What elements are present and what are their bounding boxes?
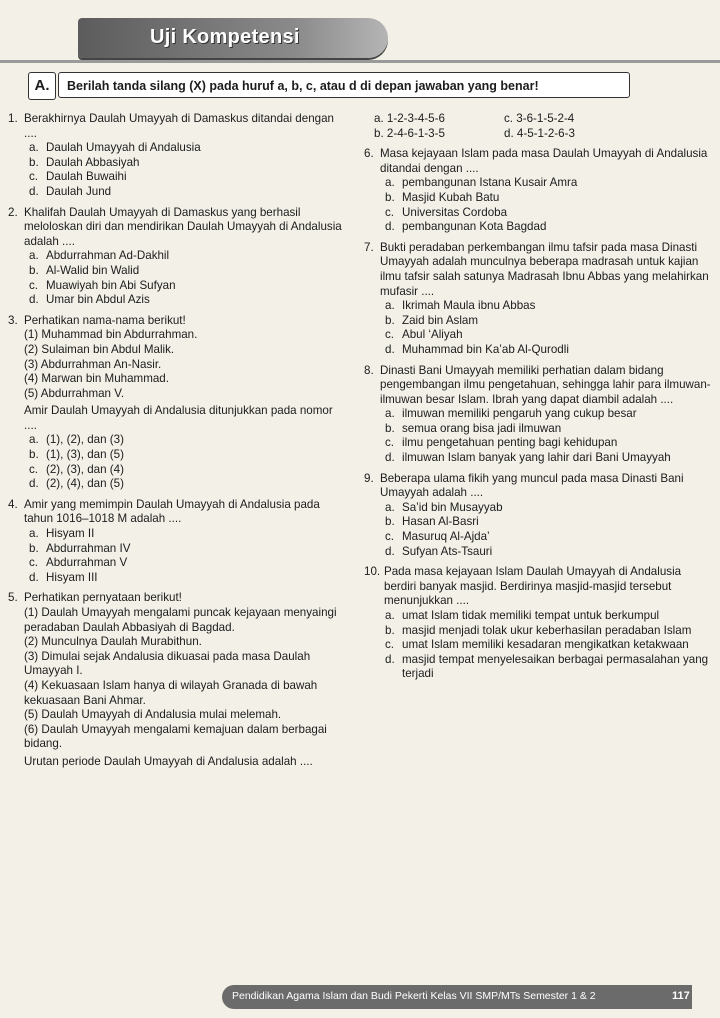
option-letter: a. — [385, 609, 395, 622]
option-text: Hisyam II — [46, 527, 95, 541]
option-text: 3-6-1-5-2-4 — [516, 112, 575, 125]
option-text: 2-4-6-1-3-5 — [386, 126, 445, 140]
option-text: (2), (3), dan (4) — [46, 462, 124, 476]
option-letter: d. — [29, 184, 39, 198]
option-b[interactable] — [386, 624, 712, 639]
question-2 — [8, 206, 348, 308]
option-letter: c. — [385, 436, 395, 450]
option-letter: a. — [385, 500, 395, 514]
option-a[interactable] — [386, 501, 712, 516]
option-letter: d. — [385, 451, 395, 465]
option-letter: a. — [29, 527, 39, 541]
option-letter: a. — [29, 249, 39, 263]
question-number: 7. — [364, 240, 374, 254]
option-letter: d. — [29, 570, 39, 584]
option-d[interactable] — [386, 451, 712, 466]
option-text: Muhammad bin Ka’ab Al-Qurodli — [402, 342, 569, 356]
question-number: 9. — [364, 471, 374, 485]
option-letter: d. — [29, 293, 39, 307]
option-text: semua orang bisa jadi ilmuwan — [402, 421, 562, 435]
option-letter: b. — [385, 623, 395, 637]
option-text: (1), (2), dan (3) — [46, 433, 124, 447]
option-letter: b. — [29, 448, 39, 462]
option-letter: a. — [385, 176, 395, 190]
option-text: (1), (3), dan (5) — [46, 448, 124, 462]
option-letter: c. — [385, 205, 395, 219]
option-d[interactable] — [30, 571, 348, 586]
question-3 — [8, 314, 348, 492]
option-a[interactable] — [30, 527, 348, 542]
option-text: Hasan Al-Basri — [402, 515, 479, 529]
option-b[interactable] — [386, 515, 712, 530]
option-b[interactable] — [30, 542, 348, 557]
question-5-options — [364, 112, 712, 141]
question-text: Beberapa ulama fikih yang muncul pada masa Dinasti Bani Umayyah adalah .... — [380, 471, 684, 500]
question-number: 4. — [8, 497, 18, 511]
option-a[interactable] — [30, 141, 348, 156]
option-d[interactable] — [504, 127, 634, 142]
option-d[interactable] — [386, 545, 712, 560]
question-10 — [364, 565, 712, 682]
option-c[interactable] — [386, 206, 712, 221]
option-letter: a. — [374, 112, 384, 125]
option-letter: c. — [29, 278, 39, 292]
option-d[interactable] — [386, 220, 712, 235]
section-instruction: Berilah tanda silang (X) pada huruf a, b, c, atau d di depan jawaban yang benar! — [58, 72, 630, 98]
option-c[interactable] — [386, 436, 712, 451]
option-text: Daulah Jund — [46, 184, 112, 198]
question-text: Berakhirnya Daulah Umayyah di Damaskus ditandai dengan .... — [24, 112, 334, 140]
question-text: Amir yang memimpin Daulah Umayyah di Andalusia pada tahun 1016–1018 M adalah .... — [24, 497, 320, 526]
decorative-stripe — [0, 58, 720, 68]
option-text: Umar bin Abdul Azis — [46, 293, 150, 307]
option-b[interactable] — [386, 422, 712, 437]
option-b[interactable] — [30, 448, 348, 463]
question-number: 2. — [8, 205, 18, 219]
option-text: umat Islam tidak memiliki tempat untuk berkumpul — [402, 609, 660, 622]
option-a[interactable] — [386, 407, 712, 422]
option-text: Abdurrahman V — [46, 556, 128, 570]
option-letter: b. — [385, 313, 395, 327]
option-letter: a. — [29, 433, 39, 447]
question-9 — [364, 472, 712, 560]
option-letter: a. — [29, 141, 39, 155]
question-number: 5. — [8, 591, 18, 605]
list-item: (1) Muhammad bin Abdurrahman. — [24, 328, 198, 342]
option-c[interactable] — [504, 112, 634, 127]
question-number: 8. — [364, 363, 374, 377]
option-d[interactable] — [30, 185, 348, 200]
option-letter: b. — [374, 126, 384, 140]
option-text: Daulah Buwaihi — [46, 170, 127, 184]
question-number: 10. — [364, 565, 381, 579]
list-item: (1) Daulah Umayyah mengalami puncak kejayaan menyaingi peradaban Daulah Abbasiyah di Bagdad. — [24, 606, 337, 634]
list-item: (2) Munculnya Daulah Murabithun. — [24, 635, 202, 649]
option-text: (2), (4), dan (5) — [46, 477, 124, 491]
list-item: (3) Abdurrahman An-Nasir. — [24, 357, 162, 371]
question-5 — [8, 591, 348, 769]
left-column — [8, 112, 348, 776]
option-letter: c. — [385, 530, 395, 544]
option-text: Al-Walid bin Walid — [46, 263, 140, 277]
page-title: Uji Kompetensi — [150, 26, 300, 48]
list-item: (4) Marwan bin Muhammad. — [24, 372, 169, 386]
option-text: Abul ‘Aliyah — [402, 328, 463, 342]
option-b[interactable] — [386, 191, 712, 206]
question-text: Bukti peradaban perkembangan ilmu tafsir pada masa Dinasti Umayyah adalah munculnya beberapa madrasah untuk kajian ilmu tafsir salah satunya Madrasah Ibnu Abbas yang melahirkan mufasir .... — [380, 240, 709, 298]
option-text: Sa’id bin Musayyab — [402, 500, 503, 514]
option-a[interactable] — [30, 433, 348, 448]
list-item: (4) Kekuasaan Islam hanya di wilayah Granada di bawah kekuasaan Bani Ahmar. — [24, 678, 318, 707]
option-text: masjid menjadi tolak ukur keberhasilan peradaban Islam — [402, 623, 692, 637]
question-number: 6. — [364, 147, 374, 161]
option-letter: b. — [29, 541, 39, 555]
option-text: Daulah Umayyah di Andalusia — [46, 141, 201, 155]
list-item: (2) Sulaiman bin Abdul Malik. — [24, 342, 175, 356]
option-letter: b. — [385, 421, 395, 435]
option-text: Hisyam III — [46, 570, 98, 584]
question-8 — [364, 364, 712, 466]
question-number: 1. — [8, 112, 18, 125]
option-text: umat Islam memiliki kesadaran mengikatkan ketakwaan — [402, 638, 689, 652]
option-c[interactable] — [386, 638, 712, 653]
option-text: pembangunan Istana Kusair Amra — [402, 176, 578, 190]
question-text: Khalifah Daulah Umayyah di Damaskus yang berhasil meloloskan diri dan mendirikan Daulah Umayyah di Andalusia adalah .... — [24, 205, 342, 248]
option-d[interactable] — [386, 653, 712, 682]
option-text: 1-2-3-4-5-6 — [386, 112, 445, 125]
option-text: Ikrimah Maula ibnu Abbas — [402, 299, 536, 313]
option-a[interactable] — [30, 249, 348, 264]
option-text: ilmu pengetahuan penting bagi kehidupan — [402, 436, 618, 450]
option-b[interactable] — [30, 156, 348, 171]
option-c[interactable] — [386, 530, 712, 545]
page-number: 117 — [672, 990, 690, 1002]
option-text: masjid tempat menyelesaikan berbagai permasalahan yang terjadi — [402, 652, 709, 681]
question-text: Amir Daulah Umayyah di Andalusia ditunjukkan pada nomor .... — [24, 404, 333, 432]
option-letter: c. — [385, 328, 395, 342]
question-4 — [8, 498, 348, 586]
option-text: Muawiyah bin Abi Sufyan — [46, 278, 176, 292]
option-b[interactable] — [30, 264, 348, 279]
option-c[interactable] — [30, 279, 348, 294]
option-text: Masjid Kubah Batu — [402, 190, 500, 204]
option-letter: d. — [385, 220, 395, 234]
option-text: pembangunan Kota Bagdad — [402, 220, 547, 234]
option-text: 4-5-1-2-6-3 — [516, 126, 575, 140]
option-text: Zaid bin Aslam — [402, 313, 479, 327]
list-item: (5) Abdurrahman V. — [24, 386, 125, 400]
option-text: Daulah Abbasiyah — [46, 155, 140, 169]
question-6 — [364, 147, 712, 235]
option-text: Masuruq Al-Ajda’ — [402, 530, 490, 544]
option-letter: d. — [385, 342, 395, 356]
footer-book-title: Pendidikan Agama Islam dan Budi Pekerti Kelas VII SMP/MTs Semester 1 & 2 — [232, 990, 596, 1002]
option-letter: c. — [29, 556, 39, 570]
option-a[interactable] — [374, 112, 504, 127]
list-item: (3) Dimulai sejak Andalusia dikuasai pada masa Daulah Umayyah I. — [24, 649, 311, 678]
option-letter: a. — [385, 299, 395, 313]
option-c[interactable] — [30, 463, 348, 478]
section-letter: A. — [28, 72, 56, 100]
option-letter: a. — [385, 407, 395, 421]
question-text: Pada masa kejayaan Islam Daulah Umayyah di Andalusia berdiri banyak masjid. Berdirinya masjid-masjid tersebut menunjukkan .... — [384, 565, 682, 608]
option-c[interactable] — [30, 170, 348, 185]
list-item: (6) Daulah Umayyah mengalami kemajuan dalam berbagai bidang. — [24, 722, 327, 751]
option-c[interactable] — [30, 556, 348, 571]
option-text: Abdurrahman IV — [46, 541, 131, 555]
list-item: (5) Daulah Umayyah di Andalusia mulai melemah. — [24, 708, 282, 722]
question-text: Dinasti Bani Umayyah memiliki perhatian dalam bidang pengembangan ilmu pengetahuan, sehingga lahir para ilmuwan-ilmuwan besar Islam. Ibrah yang dapat diambil adalah .... — [380, 363, 711, 406]
option-b[interactable] — [374, 127, 504, 142]
question-number: 3. — [8, 313, 18, 327]
option-letter: c. — [29, 462, 39, 476]
option-a[interactable] — [386, 176, 712, 191]
option-d[interactable] — [386, 343, 712, 358]
option-text: ilmuwan Islam banyak yang lahir dari Bani Umayyah — [402, 451, 671, 465]
option-letter: b. — [29, 155, 39, 169]
option-letter: c. — [29, 170, 39, 184]
option-text: ilmuwan memiliki pengaruh yang cukup besar — [402, 407, 637, 421]
option-d[interactable] — [30, 477, 348, 492]
option-letter: b. — [29, 263, 39, 277]
option-a[interactable] — [386, 299, 712, 314]
option-letter: c. — [504, 112, 514, 125]
option-letter: d. — [504, 126, 514, 140]
option-c[interactable] — [386, 328, 712, 343]
question-1 — [8, 112, 348, 200]
option-b[interactable] — [386, 314, 712, 329]
right-column — [364, 112, 712, 688]
option-a[interactable] — [386, 609, 712, 624]
option-d[interactable] — [30, 293, 348, 308]
question-7 — [364, 241, 712, 358]
option-text: Sufyan Ats-Tsauri — [402, 544, 493, 558]
option-text: Universitas Cordoba — [402, 205, 508, 219]
option-letter: d. — [385, 652, 395, 666]
option-letter: b. — [385, 190, 395, 204]
option-letter: b. — [385, 515, 395, 529]
option-text: Abdurrahman Ad-Dakhil — [46, 249, 170, 263]
option-letter: c. — [385, 638, 395, 652]
option-letter: d. — [385, 544, 395, 558]
question-text: Perhatikan nama-nama berikut! — [24, 313, 186, 327]
option-letter: d. — [29, 477, 39, 491]
question-text: Perhatikan pernyataan berikut! — [24, 591, 182, 605]
question-text: Masa kejayaan Islam pada masa Daulah Umayyah di Andalusia ditandai dengan .... — [380, 147, 708, 175]
question-text: Urutan periode Daulah Umayyah di Andalusia adalah .... — [24, 754, 313, 768]
